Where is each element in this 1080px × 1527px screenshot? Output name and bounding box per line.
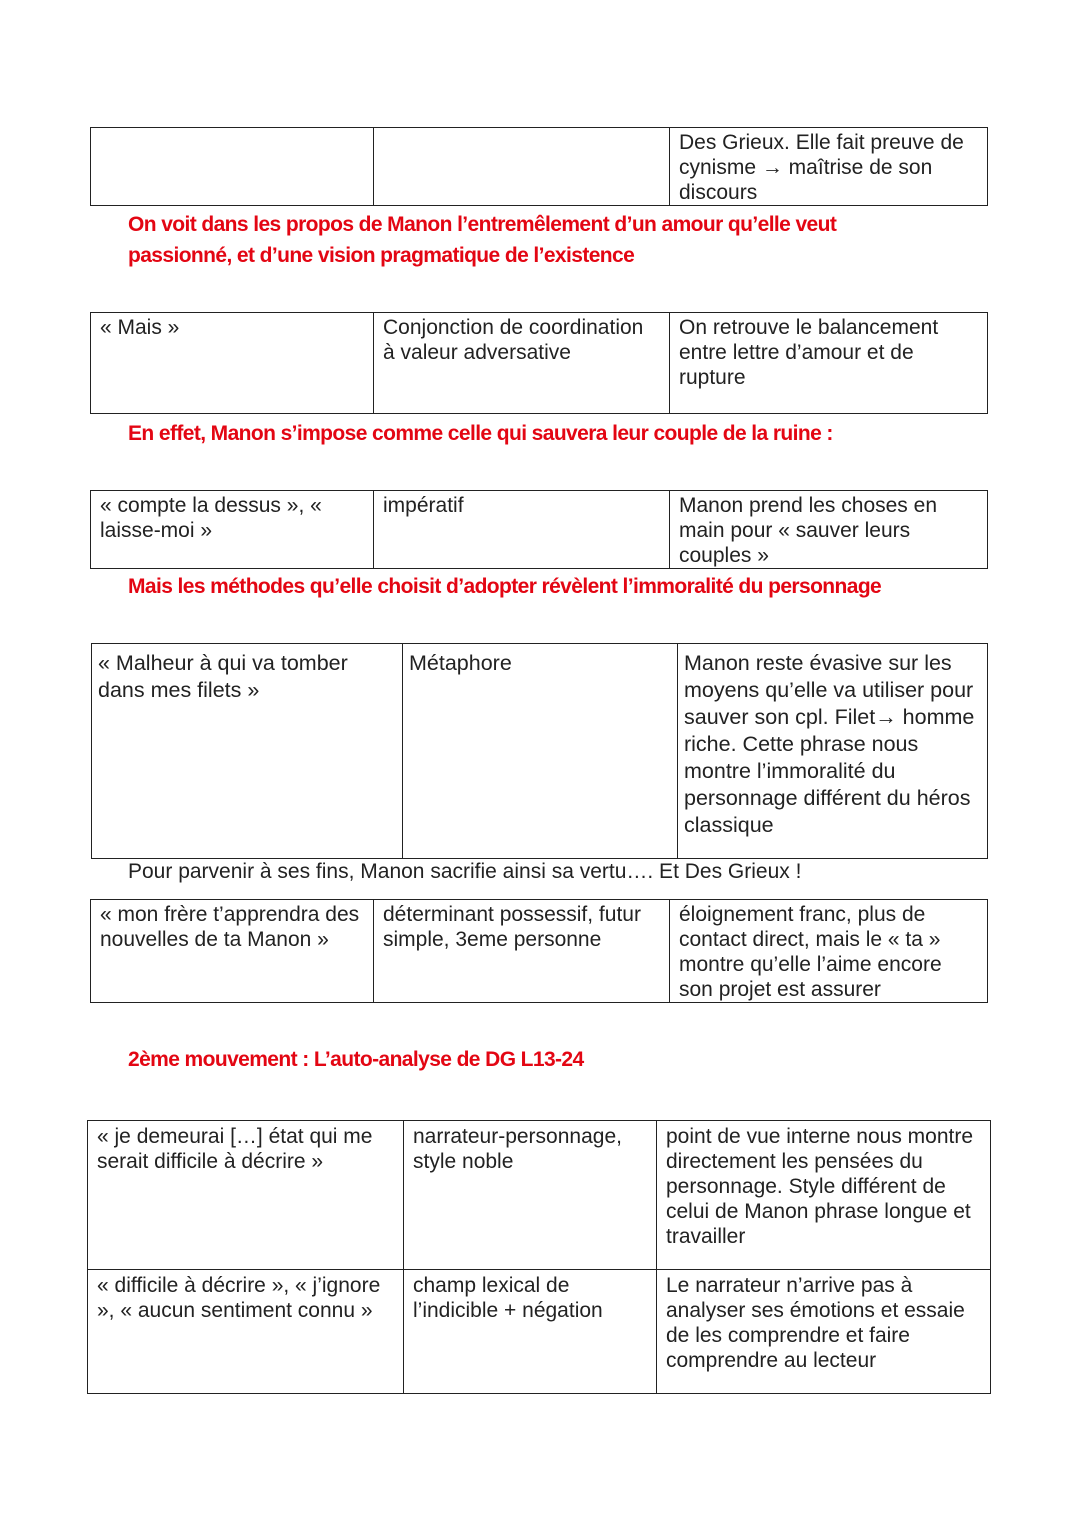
table-row — [91, 900, 988, 1003]
device-cell: Métaphore — [403, 644, 678, 859]
interpretation-cell: Le narrateur n’arrive pas à analyser ses émotions et essaie de les comprendre et faire comprendre au lecteur — [657, 1270, 991, 1394]
interpretation-cell: Des Grieux. Elle fait preuve de cynisme → maîtrise de son discours — [670, 128, 988, 206]
analysis-table-6 — [87, 1120, 991, 1394]
quote-cell: « mon frère t’apprendra des nouvelles de ta Manon » — [91, 900, 374, 1003]
device-cell: narrateur-personnage, style noble — [404, 1121, 657, 1270]
table-row — [91, 128, 988, 206]
section-heading-3: Mais les méthodes qu’elle choisit d’adopter révèlent l’immoralité du personnage — [128, 575, 882, 598]
table-row — [91, 313, 988, 414]
table-row — [88, 1121, 991, 1270]
quote-cell — [91, 128, 374, 206]
quote-cell: « Malheur à qui va tomber dans mes filets » — [92, 644, 403, 859]
device-cell — [374, 128, 670, 206]
device-cell: champ lexical de l’indicible + négation — [404, 1270, 657, 1394]
analysis-table-3 — [90, 490, 988, 569]
analysis-table-2 — [90, 312, 988, 414]
section-heading-2: En effet, Manon s’impose comme celle qui sauvera leur couple de la ruine : — [128, 422, 833, 445]
device-cell: Conjonction de coordination à valeur adversative — [374, 313, 670, 414]
quote-cell: « compte la dessus », « laisse-moi » — [91, 491, 374, 569]
device-cell: impératif — [374, 491, 670, 569]
transition-text: Pour parvenir à ses fins, Manon sacrifie ainsi sa vertu…. Et Des Grieux ! — [128, 860, 802, 883]
table-row — [88, 1270, 991, 1394]
interpretation-cell: point de vue interne nous montre directement les pensées du personnage. Style différent de celui de Manon phrase longue et travailler — [657, 1121, 991, 1270]
interpretation-cell: On retrouve le balancement entre lettre d’amour et de rupture — [670, 313, 988, 414]
interpretation-cell: Manon reste évasive sur les moyens qu’elle va utiliser pour sauver son cpl. Filet→ homme riche. Cette phrase nous montre l’immoralité du personnage différent du héros classique — [678, 644, 988, 859]
quote-cell: « je demeurai […] état qui me serait difficile à décrire » — [88, 1121, 404, 1270]
analysis-table-5 — [90, 899, 988, 1003]
interpretation-cell: Manon prend les choses en main pour « sauver leurs couples » — [670, 491, 988, 569]
section-heading-1: On voit dans les propos de Manon l’entremêlement d’un amour qu’elle veut passionné, et d’une vision pragmatique de l’existence — [128, 213, 837, 267]
table-row — [91, 491, 988, 569]
interpretation-cell: éloignement franc, plus de contact direct, mais le « ta » montre qu’elle l’aime encore son projet est assurer — [670, 900, 988, 1003]
device-cell: déterminant possessif, futur simple, 3eme personne — [374, 900, 670, 1003]
table-row — [92, 644, 988, 859]
quote-cell: « Mais » — [91, 313, 374, 414]
movement-heading: 2ème mouvement : L’auto-analyse de DG L13-24 — [128, 1048, 584, 1071]
analysis-table-1 — [90, 127, 988, 206]
analysis-table-4 — [91, 643, 988, 859]
quote-cell: « difficile à décrire », « j’ignore », « aucun sentiment connu » — [88, 1270, 404, 1394]
